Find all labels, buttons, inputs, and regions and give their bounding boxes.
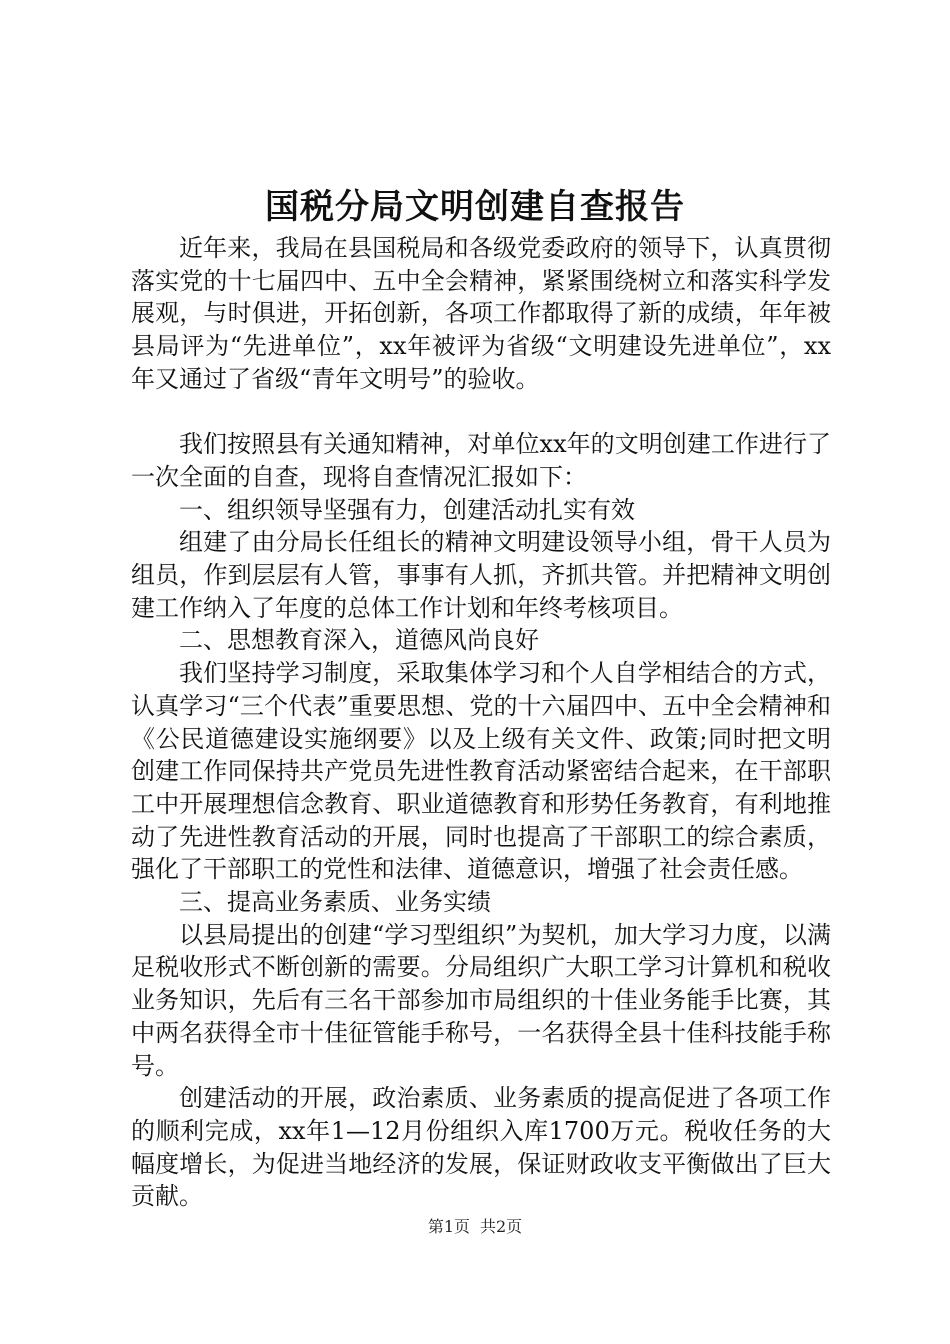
document-title: 国税分局文明创建自查报告	[265, 187, 685, 227]
section-heading-2: 二、思想教育深入，道德风尚良好	[179, 626, 539, 655]
page-number: 第1页	[427, 1217, 470, 1236]
page-total: 共2页	[480, 1217, 523, 1236]
paragraph-section-2: 我们坚持学习制度，采取集体学习和个人自学相结合的方式，认真学习“三个代表”重要思想、党的十六届四中、五中全会精神和《公民道德建设实施纲要》以及上级有关文件、政策;同时把文明创建工作同保持共产党员先进性教育活动紧密结合起来，在干部职工中开展理想信念教育、职业道德教育和形势任务教育，有利地推动了先进性教育活动的开展，同时也提高了干部职工的综合素质，强化了干部职工的党性和法律、道德意识，增强了社会责任感。	[131, 659, 831, 884]
page-footer	[0, 1215, 950, 1239]
paragraph-section-1: 组建了由分局长任组长的精神文明建设领导小组，骨干人员为组员，作到层层有人管，事事有人抓，齐抓共管。并把精神文明创建工作纳入了年度的总体工作计划和年终考核项目。	[131, 528, 831, 622]
section-heading-1: 一、组织领导坚强有力，创建活动扎实有效	[179, 495, 635, 524]
paragraph-intro: 近年来，我局在县国税局和各级党委政府的领导下，认真贯彻落实党的十七届四中、五中全会精神，紧紧围绕树立和落实科学发展观，与时俱进，开拓创新，各项工作都取得了新的成绩，年年被县局评为“先进单位”，xx年被评为省级“文明建设先进单位”，xx年又通过了省级“青年文明号”的验收。	[131, 234, 831, 393]
paragraph-section-3: 以县局提出的创建“学习型组织”为契机，加大学习力度，以满足税收形式不断创新的需要。分局组织广大职工学习计算机和税收业务知识，先后有三名干部参加市局组织的十佳业务能手比赛，其中两名获得全市十佳征管能手称号，一名获得全县十佳科技能手称号。	[131, 920, 831, 1080]
paragraph-conclusion: 创建活动的开展，政治素质、业务素质的提高促进了各项工作的顺利完成，xx年1—12月份组织入库1700万元。税收任务的大幅度增长，为促进当地经济的发展，保证财政收支平衡做出了巨大贡献。	[131, 1084, 831, 1211]
paragraph-overview: 我们按照县有关通知精神，对单位xx年的文明创建工作进行了一次全面的自查，现将自查情况汇报如下：	[131, 430, 831, 491]
document-body	[131, 232, 831, 1213]
section-heading-3: 三、提高业务素质、业务实绩	[179, 888, 491, 917]
